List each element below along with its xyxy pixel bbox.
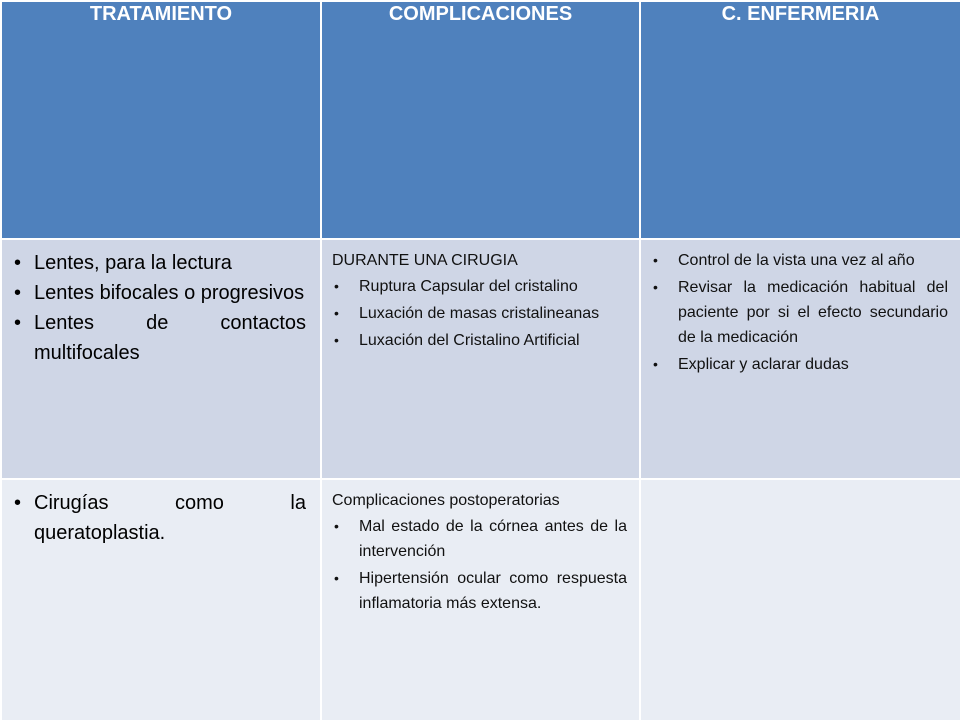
cell-enfermeria-1	[640, 239, 960, 479]
bullet-icon: •	[653, 252, 658, 268]
list-item	[651, 275, 948, 350]
bullet-list	[651, 248, 948, 377]
cell-enfermeria-2	[640, 479, 960, 721]
cell-complicaciones-1	[321, 239, 640, 479]
table-header-row	[1, 1, 960, 239]
bullet-icon: •	[334, 278, 339, 294]
bullet-icon: •	[14, 312, 22, 334]
bullet-icon: •	[14, 282, 22, 304]
cell-complicaciones-2	[321, 479, 640, 721]
list-item-text: Luxación de masas cristalineanas	[359, 305, 600, 322]
list-item	[651, 248, 948, 273]
list-item	[332, 566, 627, 616]
list-item	[332, 328, 627, 353]
cell-tratamiento-1	[1, 239, 321, 479]
bullet-icon: •	[334, 305, 339, 321]
bullet-list	[14, 248, 306, 368]
list-item-text: Control de la vista una vez al año	[678, 252, 915, 269]
list-item-text: Explicar y aclarar dudas	[678, 356, 849, 373]
list-item-text: Lentes, para la lectura	[34, 252, 232, 274]
list-item-text: Ruptura Capsular del cristalino	[359, 278, 578, 295]
bullet-list	[14, 488, 306, 548]
list-item-text: Cirugías como la queratoplastia.	[34, 492, 306, 544]
header-tratamiento: TRATAMIENTO	[1, 1, 321, 239]
list-item	[332, 274, 627, 299]
list-item	[14, 278, 306, 308]
list-item-text: Lentes de contactos multifocales	[34, 312, 306, 364]
cell-intro: DURANTE UNA CIRUGIA	[332, 252, 518, 269]
table-row	[1, 239, 960, 479]
list-item-text: Mal estado de la córnea antes de la intervención	[359, 518, 627, 560]
list-item	[14, 248, 306, 278]
list-item	[332, 514, 627, 564]
table-row	[1, 479, 960, 721]
bullet-icon: •	[653, 279, 658, 295]
list-item	[14, 308, 306, 368]
bullet-icon: •	[334, 570, 339, 586]
header-complicaciones: COMPLICACIONES	[321, 1, 640, 239]
list-item	[14, 488, 306, 548]
bullet-icon: •	[14, 492, 22, 514]
list-item-text: Luxación del Cristalino Artificial	[359, 332, 580, 349]
bullet-icon: •	[334, 332, 339, 348]
list-item	[332, 301, 627, 326]
bullet-list	[332, 274, 627, 353]
list-item-text: Lentes bifocales o progresivos	[34, 282, 305, 304]
bullet-list	[332, 514, 627, 616]
cell-intro: Complicaciones postoperatorias	[332, 492, 560, 509]
header-enfermeria: C. ENFERMERIA	[640, 1, 960, 239]
list-item	[651, 352, 948, 377]
bullet-icon: •	[14, 252, 22, 274]
cell-tratamiento-2	[1, 479, 321, 721]
bullet-icon: •	[334, 518, 339, 534]
bullet-icon: •	[653, 356, 658, 372]
list-item-text: Hipertensión ocular como respuesta inflamatoria más extensa.	[359, 570, 627, 612]
list-item-text: Revisar la medicación habitual del paciente por si el efecto secundario de la medicación	[678, 279, 948, 346]
